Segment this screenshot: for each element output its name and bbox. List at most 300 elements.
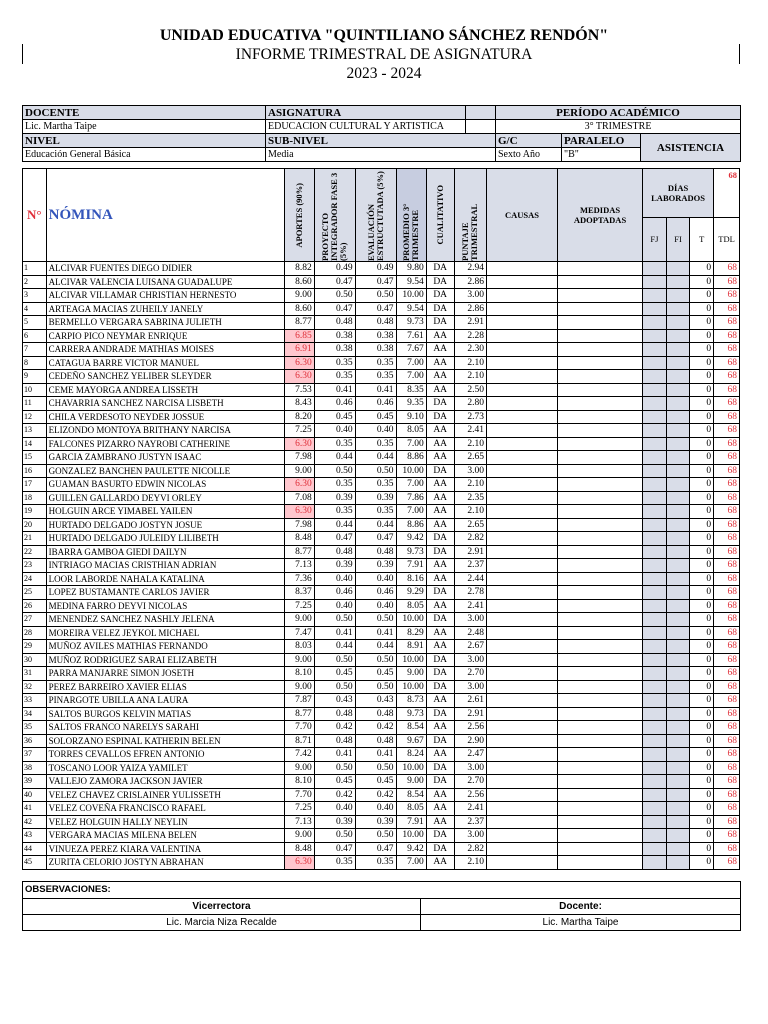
dias-value: 68 bbox=[714, 169, 740, 218]
fi-cell bbox=[666, 289, 690, 303]
proyecto-value: 0.41 bbox=[314, 626, 355, 640]
medidas-cell bbox=[558, 464, 643, 478]
cualitativo-value: AA bbox=[426, 518, 454, 532]
aportes-value: 9.00 bbox=[284, 653, 314, 667]
fi-cell bbox=[666, 491, 690, 505]
fi-cell bbox=[666, 343, 690, 357]
fj-cell bbox=[643, 599, 667, 613]
promedio-value: 7.00 bbox=[396, 505, 426, 519]
evaluacion-value: 0.48 bbox=[355, 734, 396, 748]
aportes-value: 8.48 bbox=[284, 532, 314, 546]
col-tdl: TDL bbox=[714, 217, 740, 261]
promedio-value: 7.00 bbox=[396, 370, 426, 384]
evaluacion-value: 0.50 bbox=[355, 613, 396, 627]
table-row bbox=[23, 262, 740, 276]
fj-cell bbox=[643, 788, 667, 802]
fj-cell bbox=[643, 667, 667, 681]
student-name: CEME MAYORGA ANDREA LISSETH bbox=[46, 383, 284, 397]
aportes-value: 9.00 bbox=[284, 761, 314, 775]
t-value: 0 bbox=[690, 734, 714, 748]
proyecto-value: 0.42 bbox=[314, 721, 355, 735]
nivel-value: Educación General Básica bbox=[23, 148, 266, 162]
promedio-value: 8.91 bbox=[396, 640, 426, 654]
medidas-cell bbox=[558, 532, 643, 546]
medidas-cell bbox=[558, 802, 643, 816]
fj-cell bbox=[643, 653, 667, 667]
cualitativo-value: AA bbox=[426, 437, 454, 451]
row-number: 16 bbox=[23, 464, 47, 478]
medidas-cell bbox=[558, 451, 643, 465]
aportes-value: 8.77 bbox=[284, 545, 314, 559]
causas-cell bbox=[486, 721, 557, 735]
row-number: 45 bbox=[23, 856, 47, 870]
evaluacion-value: 0.46 bbox=[355, 397, 396, 411]
cualitativo-value: AA bbox=[426, 815, 454, 829]
promedio-value: 9.54 bbox=[396, 302, 426, 316]
fi-cell bbox=[666, 586, 690, 600]
t-value: 0 bbox=[690, 815, 714, 829]
medidas-cell bbox=[558, 586, 643, 600]
puntaje-value: 2.41 bbox=[454, 424, 486, 438]
subnivel-value: Media bbox=[266, 148, 496, 162]
fj-cell bbox=[643, 572, 667, 586]
table-row bbox=[23, 289, 740, 303]
proyecto-value: 0.49 bbox=[314, 262, 355, 276]
puntaje-value: 2.86 bbox=[454, 302, 486, 316]
fj-cell bbox=[643, 802, 667, 816]
t-value: 0 bbox=[690, 545, 714, 559]
promedio-value: 9.29 bbox=[396, 586, 426, 600]
medidas-cell bbox=[558, 721, 643, 735]
table-row bbox=[23, 842, 740, 856]
causas-cell bbox=[486, 761, 557, 775]
row-number: 19 bbox=[23, 505, 47, 519]
aportes-value: 7.70 bbox=[284, 788, 314, 802]
col-n: N° bbox=[23, 169, 47, 262]
medidas-cell bbox=[558, 518, 643, 532]
cualitativo-value: DA bbox=[426, 262, 454, 276]
medidas-cell bbox=[558, 316, 643, 330]
row-number: 8 bbox=[23, 356, 47, 370]
medidas-cell bbox=[558, 667, 643, 681]
tdl-value: 68 bbox=[714, 478, 740, 492]
fj-cell bbox=[643, 613, 667, 627]
row-number: 26 bbox=[23, 599, 47, 613]
tdl-value: 68 bbox=[714, 734, 740, 748]
table-row bbox=[23, 302, 740, 316]
student-name: VALLEJO ZAMORA JACKSON JAVIER bbox=[46, 775, 284, 789]
medidas-cell bbox=[558, 478, 643, 492]
t-value: 0 bbox=[690, 721, 714, 735]
row-number: 39 bbox=[23, 775, 47, 789]
aportes-value: 8.43 bbox=[284, 397, 314, 411]
tdl-value: 68 bbox=[714, 613, 740, 627]
puntaje-value: 3.00 bbox=[454, 761, 486, 775]
medidas-cell bbox=[558, 289, 643, 303]
t-value: 0 bbox=[690, 356, 714, 370]
student-name: GONZALEZ BANCHEN PAULETTE NICOLLE bbox=[46, 464, 284, 478]
table-row bbox=[23, 383, 740, 397]
row-number: 25 bbox=[23, 586, 47, 600]
promedio-value: 8.24 bbox=[396, 748, 426, 762]
row-number: 14 bbox=[23, 437, 47, 451]
causas-cell bbox=[486, 464, 557, 478]
tdl-value: 68 bbox=[714, 599, 740, 613]
puntaje-value: 2.90 bbox=[454, 734, 486, 748]
cualitativo-value: DA bbox=[426, 275, 454, 289]
promedio-value: 7.00 bbox=[396, 437, 426, 451]
table-row bbox=[23, 437, 740, 451]
proyecto-value: 0.40 bbox=[314, 424, 355, 438]
causas-cell bbox=[486, 586, 557, 600]
tdl-value: 68 bbox=[714, 572, 740, 586]
fi-cell bbox=[666, 532, 690, 546]
evaluacion-value: 0.47 bbox=[355, 532, 396, 546]
cualitativo-value: AA bbox=[426, 640, 454, 654]
aportes-value: 7.13 bbox=[284, 815, 314, 829]
cualitativo-value: AA bbox=[426, 343, 454, 357]
evaluacion-value: 0.42 bbox=[355, 788, 396, 802]
promedio-value: 7.61 bbox=[396, 329, 426, 343]
t-value: 0 bbox=[690, 505, 714, 519]
student-name: ALCIVAR FUENTES DIEGO DIDIER bbox=[46, 262, 284, 276]
school-name: UNIDAD EDUCATIVA "QUINTILIANO SÁNCHEZ RENDÓN" bbox=[159, 27, 609, 44]
student-name: CARPIO PICO NEYMAR ENRIQUE bbox=[46, 329, 284, 343]
row-number: 41 bbox=[23, 802, 47, 816]
fj-cell bbox=[643, 842, 667, 856]
proyecto-value: 0.47 bbox=[314, 275, 355, 289]
cualitativo-value: AA bbox=[426, 721, 454, 735]
aportes-value: 8.71 bbox=[284, 734, 314, 748]
causas-cell bbox=[486, 559, 557, 573]
row-number: 22 bbox=[23, 545, 47, 559]
table-row bbox=[23, 343, 740, 357]
cualitativo-value: AA bbox=[426, 383, 454, 397]
medidas-cell bbox=[558, 788, 643, 802]
causas-cell bbox=[486, 802, 557, 816]
cualitativo-value: DA bbox=[426, 545, 454, 559]
tdl-value: 68 bbox=[714, 329, 740, 343]
aportes-value: 8.82 bbox=[284, 262, 314, 276]
t-value: 0 bbox=[690, 707, 714, 721]
evaluacion-value: 0.50 bbox=[355, 680, 396, 694]
evaluacion-value: 0.50 bbox=[355, 289, 396, 303]
evaluacion-value: 0.35 bbox=[355, 370, 396, 384]
cualitativo-value: AA bbox=[426, 478, 454, 492]
proyecto-value: 0.44 bbox=[314, 451, 355, 465]
puntaje-value: 3.00 bbox=[454, 680, 486, 694]
puntaje-value: 2.10 bbox=[454, 356, 486, 370]
row-number: 33 bbox=[23, 694, 47, 708]
student-name: TORRES CEVALLOS EFREN ANTONIO bbox=[46, 748, 284, 762]
fi-cell bbox=[666, 613, 690, 627]
t-value: 0 bbox=[690, 302, 714, 316]
promedio-value: 8.16 bbox=[396, 572, 426, 586]
aportes-value: 8.10 bbox=[284, 775, 314, 789]
t-value: 0 bbox=[690, 640, 714, 654]
promedio-value: 8.54 bbox=[396, 721, 426, 735]
fj-cell bbox=[643, 356, 667, 370]
fi-cell bbox=[666, 478, 690, 492]
row-number: 13 bbox=[23, 424, 47, 438]
table-row bbox=[23, 397, 740, 411]
student-name: MOREIRA VELEZ JEYKOL MICHAEL bbox=[46, 626, 284, 640]
row-number: 40 bbox=[23, 788, 47, 802]
promedio-value: 9.35 bbox=[396, 397, 426, 411]
student-name: IBARRA GAMBOA GIEDI DAILYN bbox=[46, 545, 284, 559]
tdl-value: 68 bbox=[714, 437, 740, 451]
evaluacion-value: 0.45 bbox=[355, 775, 396, 789]
fj-cell bbox=[643, 734, 667, 748]
puntaje-value: 2.67 bbox=[454, 640, 486, 654]
table-row bbox=[23, 680, 740, 694]
causas-cell bbox=[486, 343, 557, 357]
causas-cell bbox=[486, 613, 557, 627]
table-row bbox=[23, 761, 740, 775]
row-number: 31 bbox=[23, 667, 47, 681]
proyecto-value: 0.40 bbox=[314, 599, 355, 613]
col-promedio: PROMEDIO 3° TRIMESTRE bbox=[401, 203, 421, 261]
causas-cell bbox=[486, 424, 557, 438]
asignatura-value: EDUCACION CULTURAL Y ARTISTICA bbox=[266, 120, 466, 134]
puntaje-value: 2.44 bbox=[454, 572, 486, 586]
proyecto-value: 0.48 bbox=[314, 734, 355, 748]
row-number: 42 bbox=[23, 815, 47, 829]
t-value: 0 bbox=[690, 694, 714, 708]
promedio-value: 10.00 bbox=[396, 653, 426, 667]
puntaje-value: 2.82 bbox=[454, 532, 486, 546]
tdl-value: 68 bbox=[714, 707, 740, 721]
aportes-value: 6.30 bbox=[284, 370, 314, 384]
medidas-cell bbox=[558, 613, 643, 627]
evaluacion-value: 0.35 bbox=[355, 856, 396, 870]
tdl-value: 68 bbox=[714, 667, 740, 681]
fi-cell bbox=[666, 775, 690, 789]
fj-cell bbox=[643, 815, 667, 829]
table-row bbox=[23, 545, 740, 559]
table-row bbox=[23, 802, 740, 816]
puntaje-value: 2.37 bbox=[454, 559, 486, 573]
t-value: 0 bbox=[690, 572, 714, 586]
promedio-value: 10.00 bbox=[396, 613, 426, 627]
promedio-value: 8.29 bbox=[396, 626, 426, 640]
t-value: 0 bbox=[690, 613, 714, 627]
docente-name: Lic. Martha Taipe bbox=[421, 915, 741, 931]
puntaje-value: 2.10 bbox=[454, 478, 486, 492]
promedio-value: 9.42 bbox=[396, 842, 426, 856]
proyecto-value: 0.47 bbox=[314, 532, 355, 546]
medidas-cell bbox=[558, 329, 643, 343]
proyecto-value: 0.46 bbox=[314, 397, 355, 411]
aportes-value: 7.25 bbox=[284, 802, 314, 816]
tdl-value: 68 bbox=[714, 289, 740, 303]
causas-cell bbox=[486, 572, 557, 586]
promedio-value: 8.05 bbox=[396, 599, 426, 613]
medidas-cell bbox=[558, 694, 643, 708]
causas-cell bbox=[486, 842, 557, 856]
fj-cell bbox=[643, 586, 667, 600]
medidas-cell bbox=[558, 262, 643, 276]
causas-cell bbox=[486, 478, 557, 492]
aportes-value: 8.37 bbox=[284, 586, 314, 600]
tdl-value: 68 bbox=[714, 775, 740, 789]
promedio-value: 7.86 bbox=[396, 491, 426, 505]
cualitativo-value: DA bbox=[426, 680, 454, 694]
aportes-value: 8.48 bbox=[284, 842, 314, 856]
causas-cell bbox=[486, 410, 557, 424]
tdl-value: 68 bbox=[714, 815, 740, 829]
student-name: CHILA VERDESOTO NEYDER JOSSUE bbox=[46, 410, 284, 424]
promedio-value: 8.86 bbox=[396, 518, 426, 532]
medidas-cell bbox=[558, 761, 643, 775]
promedio-value: 7.00 bbox=[396, 478, 426, 492]
cualitativo-value: DA bbox=[426, 397, 454, 411]
fi-cell bbox=[666, 667, 690, 681]
puntaje-value: 2.78 bbox=[454, 586, 486, 600]
asignatura-label: ASIGNATURA bbox=[266, 106, 466, 120]
medidas-cell bbox=[558, 397, 643, 411]
student-name: VERGARA MACIAS MILENA BELEN bbox=[46, 829, 284, 843]
table-row bbox=[23, 586, 740, 600]
student-name: MENENDEZ SANCHEZ NASHLY JELENA bbox=[46, 613, 284, 627]
proyecto-value: 0.35 bbox=[314, 356, 355, 370]
fi-cell bbox=[666, 518, 690, 532]
fj-cell bbox=[643, 518, 667, 532]
table-row bbox=[23, 694, 740, 708]
fi-cell bbox=[666, 356, 690, 370]
promedio-value: 9.00 bbox=[396, 775, 426, 789]
table-row bbox=[23, 559, 740, 573]
student-name: CEDEÑO SANCHEZ YELIBER SLEYDER bbox=[46, 370, 284, 384]
promedio-value: 9.73 bbox=[396, 545, 426, 559]
student-name: MEDINA FARRO DEYVI NICOLAS bbox=[46, 599, 284, 613]
tdl-value: 68 bbox=[714, 761, 740, 775]
table-row bbox=[23, 518, 740, 532]
school-years: 2023 - 2024 bbox=[346, 65, 422, 82]
table-row bbox=[23, 491, 740, 505]
row-number: 36 bbox=[23, 734, 47, 748]
evaluacion-value: 0.41 bbox=[355, 383, 396, 397]
evaluacion-value: 0.47 bbox=[355, 842, 396, 856]
fj-cell bbox=[643, 829, 667, 843]
fj-cell bbox=[643, 383, 667, 397]
promedio-value: 8.05 bbox=[396, 802, 426, 816]
proyecto-value: 0.46 bbox=[314, 586, 355, 600]
cualitativo-value: AA bbox=[426, 802, 454, 816]
student-name: LOOR LABORDE NAHALA KATALINA bbox=[46, 572, 284, 586]
fj-cell bbox=[643, 748, 667, 762]
medidas-cell bbox=[558, 734, 643, 748]
tdl-value: 68 bbox=[714, 518, 740, 532]
proyecto-value: 0.35 bbox=[314, 478, 355, 492]
promedio-value: 9.73 bbox=[396, 707, 426, 721]
cualitativo-value: AA bbox=[426, 748, 454, 762]
t-value: 0 bbox=[690, 626, 714, 640]
t-value: 0 bbox=[690, 518, 714, 532]
fi-cell bbox=[666, 707, 690, 721]
tdl-value: 68 bbox=[714, 680, 740, 694]
medidas-cell bbox=[558, 842, 643, 856]
student-name: INTRIAGO MACIAS CRISTHIAN ADRIAN bbox=[46, 559, 284, 573]
table-row bbox=[23, 748, 740, 762]
causas-cell bbox=[486, 356, 557, 370]
aportes-value: 8.60 bbox=[284, 302, 314, 316]
puntaje-value: 2.65 bbox=[454, 451, 486, 465]
puntaje-value: 2.70 bbox=[454, 775, 486, 789]
fi-cell bbox=[666, 383, 690, 397]
table-row bbox=[23, 316, 740, 330]
t-value: 0 bbox=[690, 680, 714, 694]
col-fj: FJ bbox=[643, 217, 667, 261]
fi-cell bbox=[666, 397, 690, 411]
evaluacion-value: 0.40 bbox=[355, 599, 396, 613]
proyecto-value: 0.41 bbox=[314, 383, 355, 397]
vicerrectora-name: Lic. Marcia Niza Recalde bbox=[23, 915, 421, 931]
tdl-value: 68 bbox=[714, 532, 740, 546]
puntaje-value: 2.70 bbox=[454, 667, 486, 681]
promedio-value: 10.00 bbox=[396, 464, 426, 478]
puntaje-value: 2.37 bbox=[454, 815, 486, 829]
aportes-value: 6.30 bbox=[284, 437, 314, 451]
report-title: INFORME TRIMESTRAL DE ASIGNATURA bbox=[235, 46, 533, 63]
promedio-value: 8.54 bbox=[396, 788, 426, 802]
proyecto-value: 0.50 bbox=[314, 464, 355, 478]
cualitativo-value: DA bbox=[426, 761, 454, 775]
row-number: 37 bbox=[23, 748, 47, 762]
fj-cell bbox=[643, 761, 667, 775]
medidas-cell bbox=[558, 572, 643, 586]
proyecto-value: 0.40 bbox=[314, 802, 355, 816]
proyecto-value: 0.41 bbox=[314, 748, 355, 762]
puntaje-value: 2.80 bbox=[454, 397, 486, 411]
table-row bbox=[23, 370, 740, 384]
t-value: 0 bbox=[690, 842, 714, 856]
fi-cell bbox=[666, 572, 690, 586]
aportes-value: 6.30 bbox=[284, 356, 314, 370]
t-value: 0 bbox=[690, 478, 714, 492]
medidas-cell bbox=[558, 653, 643, 667]
cualitativo-value: AA bbox=[426, 505, 454, 519]
table-row bbox=[23, 424, 740, 438]
puntaje-value: 2.82 bbox=[454, 842, 486, 856]
fj-cell bbox=[643, 316, 667, 330]
cualitativo-value: AA bbox=[426, 451, 454, 465]
t-value: 0 bbox=[690, 559, 714, 573]
medidas-cell bbox=[558, 707, 643, 721]
row-number: 44 bbox=[23, 842, 47, 856]
tdl-value: 68 bbox=[714, 302, 740, 316]
proyecto-value: 0.45 bbox=[314, 775, 355, 789]
evaluacion-value: 0.39 bbox=[355, 815, 396, 829]
student-name: HURTADO DELGADO JOSTYN JOSUE bbox=[46, 518, 284, 532]
student-name: SALTOS FRANCO NARELYS SARAHI bbox=[46, 721, 284, 735]
fi-cell bbox=[666, 856, 690, 870]
evaluacion-value: 0.42 bbox=[355, 721, 396, 735]
evaluacion-value: 0.40 bbox=[355, 802, 396, 816]
tdl-value: 68 bbox=[714, 343, 740, 357]
t-value: 0 bbox=[690, 802, 714, 816]
fi-cell bbox=[666, 653, 690, 667]
cualitativo-value: DA bbox=[426, 667, 454, 681]
cualitativo-value: AA bbox=[426, 559, 454, 573]
proyecto-value: 0.38 bbox=[314, 329, 355, 343]
cualitativo-value: DA bbox=[426, 316, 454, 330]
student-name: SOLORZANO ESPINAL KATHERIN BELEN bbox=[46, 734, 284, 748]
t-value: 0 bbox=[690, 788, 714, 802]
student-name: HOLGUIN ARCE YIMABEL YAILEN bbox=[46, 505, 284, 519]
row-number: 17 bbox=[23, 478, 47, 492]
cualitativo-value: AA bbox=[426, 329, 454, 343]
